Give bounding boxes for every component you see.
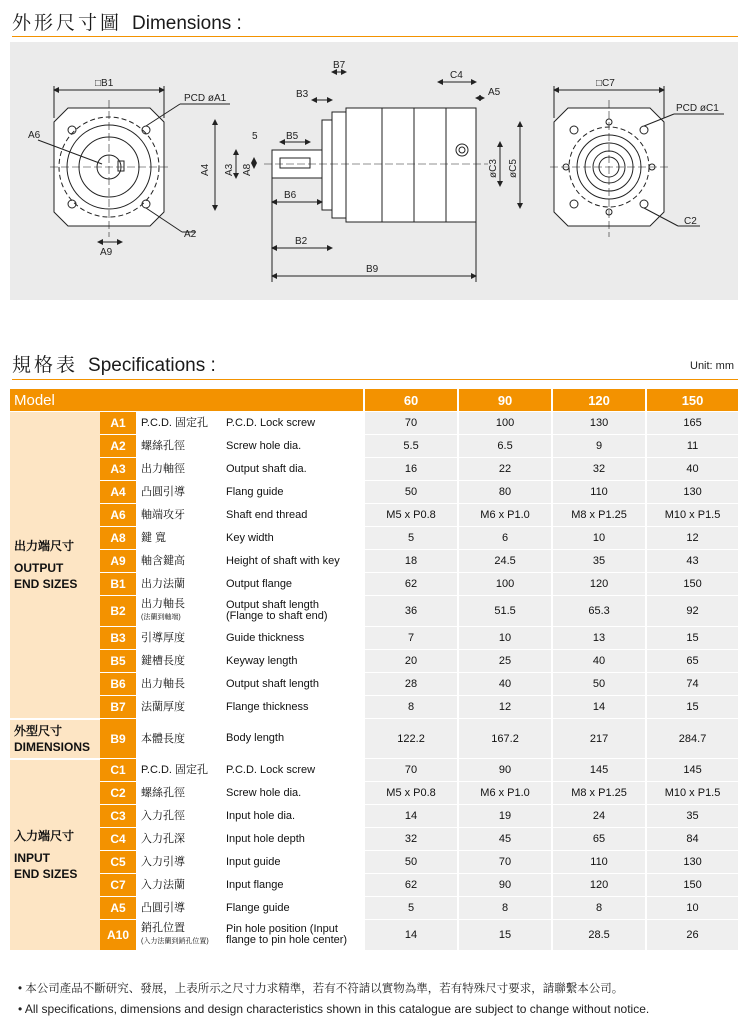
value-cell: 14 — [364, 805, 458, 828]
table-body — [10, 412, 738, 951]
row-code: B3 — [100, 627, 136, 650]
value-cell: 26 — [646, 920, 738, 951]
specifications-title — [12, 350, 216, 377]
value-cell: 28 — [364, 673, 458, 696]
label-b7: B7 — [333, 60, 346, 71]
group-output — [10, 412, 100, 719]
row-label-cn — [136, 435, 222, 458]
value-cell: 120 — [552, 573, 646, 596]
row-label-en — [222, 412, 364, 435]
row-code: C3 — [100, 805, 136, 828]
value-cell: M10 x P1.5 — [646, 782, 738, 805]
label-b3: B3 — [296, 89, 309, 100]
table-row — [10, 874, 738, 897]
row-label-en — [222, 759, 364, 782]
row-label-en-text: Screw hole dia. — [226, 786, 302, 799]
row-label-cn — [136, 719, 222, 759]
model-header: Model — [10, 389, 364, 412]
value-cell: 40 — [646, 458, 738, 481]
row-code: A2 — [100, 435, 136, 458]
unit-label: Unit: mm — [690, 360, 734, 372]
value-cell: 12 — [458, 696, 552, 719]
value-cell: M5 x P0.8 — [364, 504, 458, 527]
value-cell: 130 — [646, 481, 738, 504]
label-a8: A8 — [242, 163, 253, 176]
table-header-row — [10, 389, 738, 412]
group-label: OUTPUT — [14, 560, 64, 575]
specifications-table — [10, 389, 738, 952]
row-label-cn — [136, 782, 222, 805]
row-label-en-text-2: (Flange to shaft end) — [226, 610, 328, 622]
label-a6: A6 — [28, 130, 41, 141]
label-pcd-a1: PCD øA1 — [184, 93, 227, 104]
label-a3: A3 — [224, 163, 235, 176]
label-c2: C2 — [684, 216, 697, 227]
row-label-en — [222, 573, 364, 596]
row-label-en-text: Flang guide — [226, 485, 284, 498]
row-label-en-text: Input hole depth — [226, 832, 305, 845]
row-label-cn-text: 軸端攻牙 — [141, 509, 185, 521]
value-cell: 10 — [552, 527, 646, 550]
dimensions-title-en: Dimensions : — [132, 13, 242, 34]
row-code: A6 — [100, 504, 136, 527]
table-row — [10, 696, 738, 719]
row-label-en-text: Output flange — [226, 577, 293, 590]
row-code: A1 — [100, 412, 136, 435]
table-row — [10, 673, 738, 696]
value-cell: 5 — [364, 527, 458, 550]
specifications-rule — [12, 379, 738, 380]
row-label-en — [222, 627, 364, 650]
row-code: A5 — [100, 897, 136, 920]
row-label-en — [222, 920, 364, 951]
table-row — [10, 828, 738, 851]
row-label-en — [222, 828, 364, 851]
value-cell: 10 — [646, 897, 738, 920]
row-code: B1 — [100, 573, 136, 596]
row-label-en — [222, 673, 364, 696]
specifications-title-cn: 規格表 — [12, 355, 79, 376]
value-cell: 84 — [646, 828, 738, 851]
dimensions-title — [12, 8, 242, 35]
value-cell: 10 — [458, 627, 552, 650]
value-cell: M6 x P1.0 — [458, 504, 552, 527]
value-cell: 8 — [364, 696, 458, 719]
value-cell: M8 x P1.25 — [552, 782, 646, 805]
value-cell: 8 — [552, 897, 646, 920]
value-cell: 70 — [364, 412, 458, 435]
value-cell: 70 — [458, 851, 552, 874]
table-row — [10, 481, 738, 504]
note-cn: • 本公司產品不斷研究、發展，上表所示之尺寸力求精準，若有不符請以實物為準，若有特殊尺寸要求，請聯繫本公司。 — [18, 983, 624, 995]
table-row — [10, 782, 738, 805]
drawing-svg — [10, 42, 738, 300]
row-label-en-text: P.C.D. Lock screw — [226, 416, 316, 429]
row-code: A8 — [100, 527, 136, 550]
row-label-en-text: Output shaft length — [226, 599, 319, 611]
value-cell: 6.5 — [458, 435, 552, 458]
value-cell: M5 x P0.8 — [364, 782, 458, 805]
label-a9: A9 — [100, 247, 113, 258]
value-cell: 122.2 — [364, 719, 458, 759]
table-row — [10, 719, 738, 759]
row-label-cn — [136, 458, 222, 481]
value-cell: 110 — [552, 851, 646, 874]
row-label-en — [222, 805, 364, 828]
group-label: END SIZES — [14, 866, 78, 881]
row-label-en — [222, 650, 364, 673]
row-label-en — [222, 527, 364, 550]
value-cell: 32 — [552, 458, 646, 481]
group-input — [10, 759, 100, 951]
side-view — [215, 72, 520, 282]
row-label-en — [222, 719, 364, 759]
row-label-cn-text: 軸含鍵高 — [141, 555, 185, 567]
value-cell: 70 — [364, 759, 458, 782]
value-cell: 20 — [364, 650, 458, 673]
value-cell: 80 — [458, 481, 552, 504]
row-label-cn-text: 螺絲孔徑 — [141, 440, 185, 452]
group-dim — [10, 719, 100, 759]
model-150-header: 150 — [646, 389, 738, 412]
row-label-en-text: Pin hole position (Input — [226, 923, 338, 935]
dimensions-title-cn: 外形尺寸圖 — [12, 13, 123, 34]
table-row — [10, 458, 738, 481]
row-label-cn — [136, 481, 222, 504]
row-label-cn-text: 螺絲孔徑 — [141, 787, 185, 799]
row-code: C1 — [100, 759, 136, 782]
row-label-en-text: Key width — [226, 531, 274, 544]
value-cell: 13 — [552, 627, 646, 650]
row-label-cn-text: 鍵槽長度 — [141, 655, 185, 667]
label-b6: B6 — [284, 190, 297, 201]
value-cell: 65.3 — [552, 596, 646, 627]
group-label: 出力端尺寸 — [14, 538, 75, 553]
value-cell: 32 — [364, 828, 458, 851]
row-code: B2 — [100, 596, 136, 627]
value-cell: 62 — [364, 573, 458, 596]
row-label-cn — [136, 851, 222, 874]
table-row — [10, 851, 738, 874]
row-label-cn-text: 凸圓引導 — [141, 486, 185, 498]
value-cell: 100 — [458, 573, 552, 596]
value-cell: 50 — [364, 481, 458, 504]
value-cell: 51.5 — [458, 596, 552, 627]
row-label-cn — [136, 828, 222, 851]
value-cell: 14 — [552, 696, 646, 719]
row-label-cn — [136, 673, 222, 696]
row-label-en-text-2: flange to pin hole center) — [226, 934, 348, 946]
row-label-cn-text: 法蘭厚度 — [141, 701, 185, 713]
row-label-en-text: Flange thickness — [226, 700, 309, 713]
row-label-cn-text: 出力軸徑 — [141, 463, 185, 475]
row-label-cn-sub: (入力法蘭到銷孔位置) — [141, 938, 209, 945]
value-cell: 25 — [458, 650, 552, 673]
value-cell: 62 — [364, 874, 458, 897]
row-label-en — [222, 596, 364, 627]
value-cell: 22 — [458, 458, 552, 481]
group-label: END SIZES — [14, 576, 78, 591]
row-label-cn-text: 凸圓引導 — [141, 902, 185, 914]
value-cell: 6 — [458, 527, 552, 550]
row-label-en — [222, 504, 364, 527]
row-label-en — [222, 782, 364, 805]
row-label-en-text: Flange guide — [226, 901, 290, 914]
value-cell: 50 — [552, 673, 646, 696]
value-cell: 110 — [552, 481, 646, 504]
value-cell: 5.5 — [364, 435, 458, 458]
table-row — [10, 412, 738, 435]
row-label-cn-text: 引導厚度 — [141, 632, 185, 644]
value-cell: 150 — [646, 573, 738, 596]
row-label-cn — [136, 805, 222, 828]
dimensions-rule — [12, 36, 738, 37]
value-cell: 28.5 — [552, 920, 646, 951]
table-row — [10, 550, 738, 573]
row-code: C2 — [100, 782, 136, 805]
row-label-cn-sub: (法蘭到軸端) — [141, 614, 181, 621]
value-cell: 74 — [646, 673, 738, 696]
label-b2: B2 — [295, 236, 308, 247]
row-code: C4 — [100, 828, 136, 851]
row-label-cn-text: 銷孔位置 — [141, 922, 185, 934]
row-label-en — [222, 435, 364, 458]
row-label-cn — [136, 696, 222, 719]
label-b5: B5 — [286, 131, 299, 142]
row-label-en-text: Input guide — [226, 855, 281, 868]
row-code: B9 — [100, 719, 136, 759]
label-b1: □B1 — [95, 78, 114, 89]
row-label-en-text: Shaft end thread — [226, 508, 308, 521]
row-label-cn-text: 入力法蘭 — [141, 879, 185, 891]
dimension-drawing — [10, 42, 738, 300]
label-c4: C4 — [450, 70, 463, 81]
group-label: DIMENSIONS — [14, 739, 91, 754]
row-code: C5 — [100, 851, 136, 874]
label-a4: A4 — [200, 163, 211, 176]
value-cell: 100 — [458, 412, 552, 435]
table-row — [10, 759, 738, 782]
row-label-en-text: Input hole dia. — [226, 809, 296, 822]
row-label-en — [222, 874, 364, 897]
value-cell: 15 — [646, 627, 738, 650]
row-label-en — [222, 897, 364, 920]
label-c5: øC5 — [508, 159, 519, 178]
row-label-cn — [136, 550, 222, 573]
value-cell: 50 — [364, 851, 458, 874]
row-label-en — [222, 696, 364, 719]
row-code: B5 — [100, 650, 136, 673]
label-a2: A2 — [184, 229, 197, 240]
value-cell: 217 — [552, 719, 646, 759]
value-cell: 35 — [646, 805, 738, 828]
model-120-header: 120 — [552, 389, 646, 412]
value-cell: M10 x P1.5 — [646, 504, 738, 527]
table-row — [10, 573, 738, 596]
value-cell: 65 — [646, 650, 738, 673]
row-label-cn-text: 鍵 寬 — [141, 532, 167, 544]
row-code: A10 — [100, 920, 136, 951]
row-label-en-text: Screw hole dia. — [226, 439, 302, 452]
table-row — [10, 897, 738, 920]
value-cell: 167.2 — [458, 719, 552, 759]
value-cell: 12 — [646, 527, 738, 550]
table-row — [10, 527, 738, 550]
value-cell: 18 — [364, 550, 458, 573]
group-label: 入力端尺寸 — [14, 828, 75, 843]
value-cell: 90 — [458, 759, 552, 782]
value-cell: 43 — [646, 550, 738, 573]
row-label-en-text: Body length — [226, 732, 285, 744]
model-90-header: 90 — [458, 389, 552, 412]
group-label: 外型尺寸 — [14, 723, 63, 738]
label-a5: A5 — [488, 87, 501, 98]
row-code: B7 — [100, 696, 136, 719]
row-label-cn-text: P.C.D. 固定孔 — [141, 417, 209, 429]
value-cell: 9 — [552, 435, 646, 458]
table-row — [10, 504, 738, 527]
note-en: • All specifications, dimensions and design characteristics shown in this catalogue are subject to change without notice. — [18, 1002, 650, 1016]
row-label-cn-text: 入力引導 — [141, 856, 185, 868]
row-label-cn-text: 本體長度 — [141, 732, 185, 745]
row-label-en-text: P.C.D. Lock screw — [226, 763, 316, 776]
row-label-cn — [136, 650, 222, 673]
value-cell: 92 — [646, 596, 738, 627]
value-cell: 284.7 — [646, 719, 738, 759]
value-cell: 90 — [458, 874, 552, 897]
row-code: C7 — [100, 874, 136, 897]
value-cell: 35 — [552, 550, 646, 573]
value-cell: 65 — [552, 828, 646, 851]
row-label-cn-text: 出力軸長 — [141, 678, 185, 690]
row-label-cn — [136, 596, 222, 627]
value-cell: 15 — [646, 696, 738, 719]
specifications-title-en: Specifications : — [88, 355, 216, 376]
row-label-cn — [136, 759, 222, 782]
value-cell: M6 x P1.0 — [458, 782, 552, 805]
label-c3: øC3 — [488, 159, 499, 178]
label-pcd-c1: PCD øC1 — [676, 103, 719, 114]
value-cell: 130 — [646, 851, 738, 874]
value-cell: 11 — [646, 435, 738, 458]
row-label-cn-text: 入力孔徑 — [141, 810, 185, 822]
group-label: INPUT — [14, 850, 50, 865]
row-label-cn — [136, 627, 222, 650]
row-label-en — [222, 458, 364, 481]
row-label-cn-text: 出力法蘭 — [141, 578, 185, 590]
value-cell: 24.5 — [458, 550, 552, 573]
row-label-en — [222, 481, 364, 504]
row-label-en-text: Guide thickness — [226, 631, 305, 644]
value-cell: 16 — [364, 458, 458, 481]
value-cell: 145 — [552, 759, 646, 782]
row-code: A9 — [100, 550, 136, 573]
value-cell: 165 — [646, 412, 738, 435]
row-label-cn — [136, 897, 222, 920]
row-label-cn — [136, 504, 222, 527]
row-label-en-text: Input flange — [226, 878, 284, 891]
row-label-cn — [136, 573, 222, 596]
label-5: 5 — [252, 131, 258, 142]
value-cell: 40 — [552, 650, 646, 673]
row-label-cn — [136, 874, 222, 897]
row-code: A3 — [100, 458, 136, 481]
value-cell: 150 — [646, 874, 738, 897]
model-60-header: 60 — [364, 389, 458, 412]
row-label-en-text: Output shaft dia. — [226, 462, 307, 475]
row-code: B6 — [100, 673, 136, 696]
value-cell: 36 — [364, 596, 458, 627]
label-b9: B9 — [366, 264, 379, 275]
row-label-en-text: Output shaft length — [226, 677, 319, 690]
row-label-en — [222, 851, 364, 874]
value-cell: 45 — [458, 828, 552, 851]
table-row — [10, 805, 738, 828]
row-label-cn-text: 入力孔深 — [141, 833, 185, 845]
value-cell: 120 — [552, 874, 646, 897]
value-cell: 7 — [364, 627, 458, 650]
row-label-en-text: Keyway length — [226, 654, 298, 667]
row-label-cn-text: 出力軸長 — [141, 598, 185, 610]
row-label-en-text: Height of shaft with key — [226, 554, 340, 567]
table-row — [10, 920, 738, 951]
value-cell: 145 — [646, 759, 738, 782]
value-cell: 24 — [552, 805, 646, 828]
value-cell: 15 — [458, 920, 552, 951]
value-cell: 19 — [458, 805, 552, 828]
row-code: A4 — [100, 481, 136, 504]
table-row — [10, 596, 738, 627]
row-label-cn — [136, 412, 222, 435]
value-cell: 8 — [458, 897, 552, 920]
table-row — [10, 650, 738, 673]
value-cell: 130 — [552, 412, 646, 435]
row-label-cn-text: P.C.D. 固定孔 — [141, 764, 209, 776]
table-row — [10, 435, 738, 458]
label-c7: □C7 — [596, 78, 615, 89]
row-label-cn — [136, 920, 222, 951]
row-label-en — [222, 550, 364, 573]
row-label-cn — [136, 527, 222, 550]
value-cell: M8 x P1.25 — [552, 504, 646, 527]
value-cell: 14 — [364, 920, 458, 951]
table-row — [10, 627, 738, 650]
value-cell: 5 — [364, 897, 458, 920]
value-cell: 40 — [458, 673, 552, 696]
